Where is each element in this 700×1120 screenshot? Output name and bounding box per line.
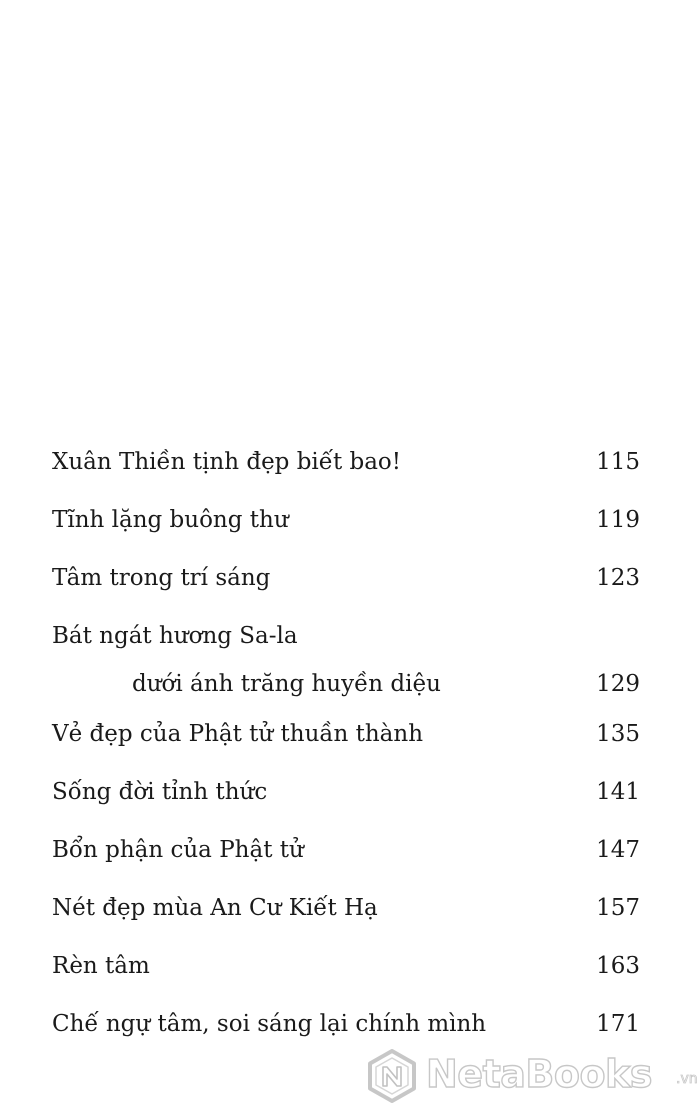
toc-entry-title: Tĩnh lặng buông thư: [52, 507, 289, 533]
toc-entry-page: 171: [596, 1011, 640, 1037]
toc-entry-page: 119: [596, 507, 640, 533]
toc-entry-page: 123: [596, 565, 640, 591]
watermark-domain-suffix: .vn: [676, 1071, 698, 1087]
toc-entry-title: Bổn phận của Phật tử: [52, 837, 304, 863]
toc-entry-page: 147: [596, 837, 640, 863]
toc-entry-title: Chế ngự tâm, soi sáng lại chính mình: [52, 1011, 487, 1037]
netabooks-watermark: [364, 1046, 698, 1106]
toc-entry-title: Sống đời tỉnh thức: [52, 779, 268, 805]
toc-entry-title: Bát ngát hương Sa-la: [52, 623, 298, 649]
toc-entry-title: Tâm trong trí sáng: [52, 565, 271, 591]
toc-entry-page: 163: [596, 953, 640, 979]
toc-entry-title-continuation: dưới ánh trăng huyền diệu: [132, 671, 441, 697]
toc-entry-page: 135: [596, 721, 640, 747]
toc-entry-title: Xuân Thiền tịnh đẹp biết bao!: [52, 449, 402, 475]
toc-entry-page: 129: [596, 671, 640, 697]
toc-entry-page: 157: [596, 895, 640, 921]
watermark-brand-text: NetaBooks: [426, 1052, 652, 1096]
toc-entry-page: 115: [596, 449, 640, 475]
n-hexagon-logo-icon: [364, 1048, 420, 1104]
toc-entry-title: Nét đẹp mùa An Cư Kiết Hạ: [52, 895, 378, 921]
toc-entry-title: Rèn tâm: [52, 953, 150, 979]
toc-entry-page: 141: [596, 779, 640, 805]
toc-entry-title: Vẻ đẹp của Phật tử thuần thành: [52, 721, 424, 747]
